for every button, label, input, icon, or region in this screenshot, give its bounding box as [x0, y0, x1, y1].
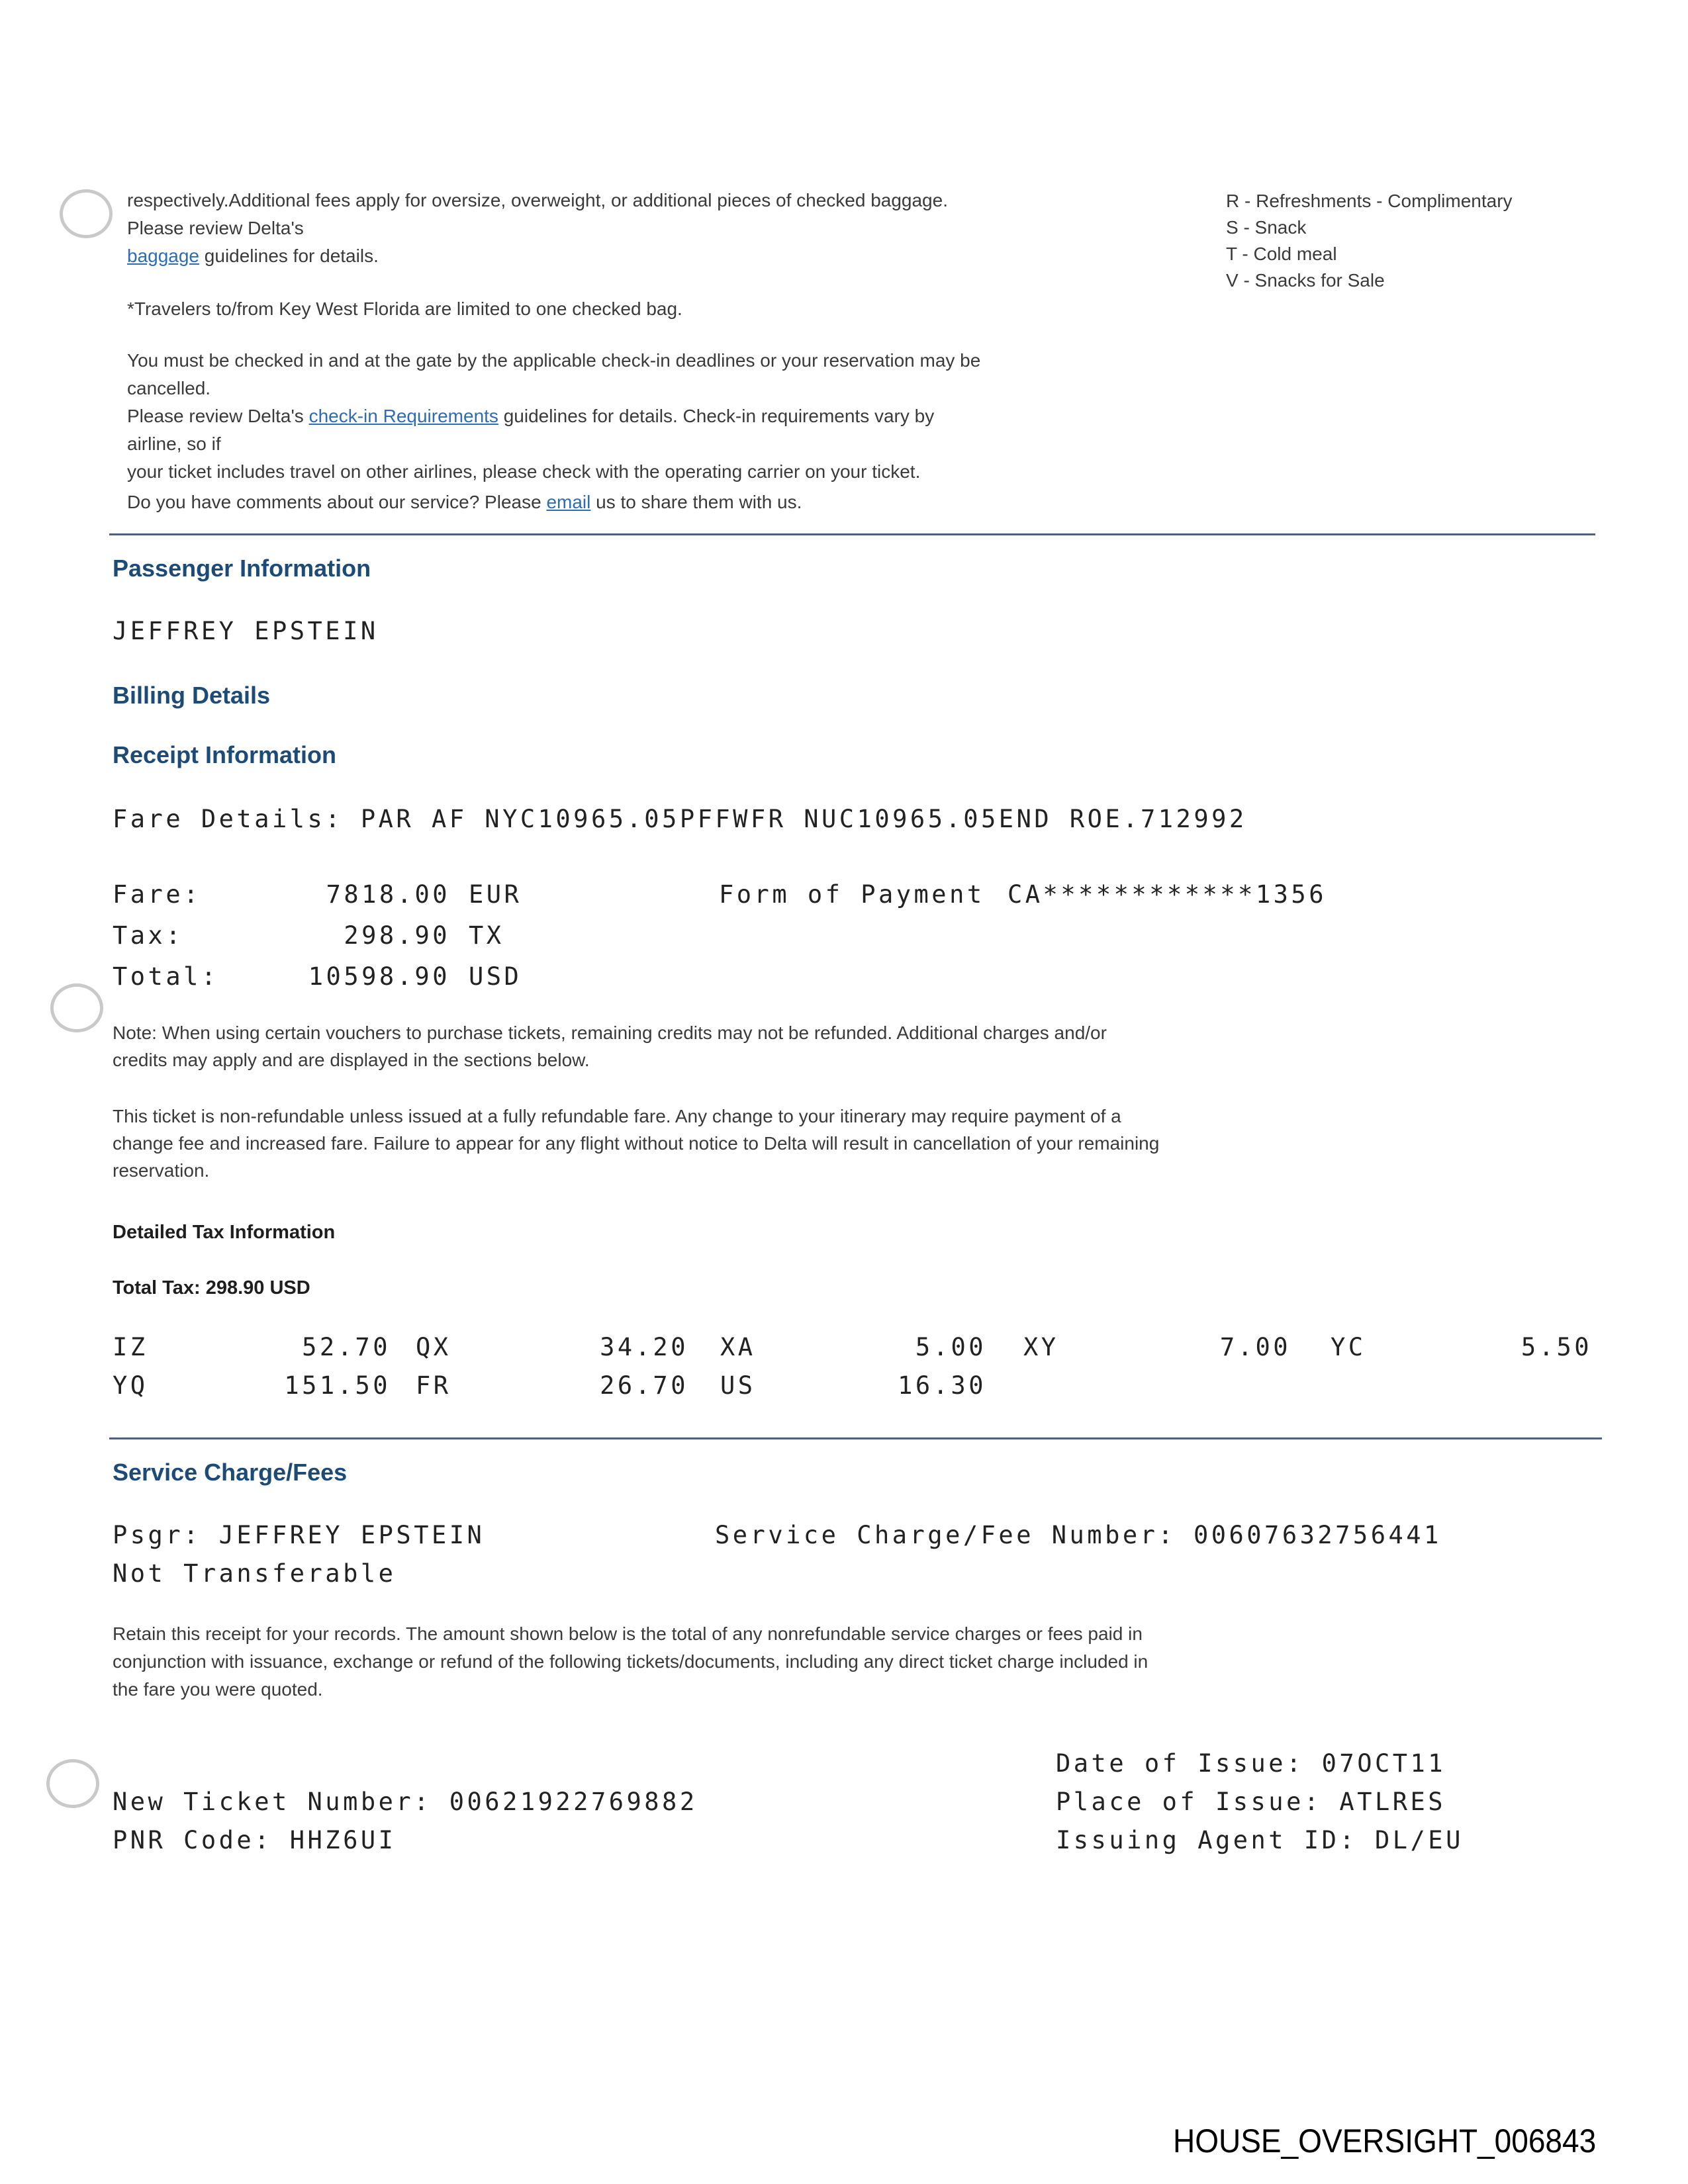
tax-amount: 7.00	[1219, 1333, 1291, 1361]
total-value: 10598.90	[308, 962, 450, 991]
place-of-issue: Place of Issue: ATLRES	[1056, 1788, 1446, 1816]
comments-post: us to share them with us.	[590, 492, 802, 512]
total-label: Total:	[113, 962, 219, 991]
new-ticket-number: New Ticket Number: 00621922769882	[113, 1788, 698, 1816]
service-charge-heading: Service Charge/Fees	[113, 1459, 348, 1486]
retain-line2: conjunction with issuance, exchange or refund of the following tickets/documents, including any direct ticket charge included in	[113, 1651, 1149, 1672]
baggage-link-rest: guidelines for details.	[199, 246, 379, 266]
tax-value: 298.90	[344, 921, 450, 950]
total-row	[113, 962, 1569, 994]
service-charge-fee-number: Service Charge/Fee Number: 00607632756441	[715, 1521, 1442, 1549]
checkin-line5: your ticket includes travel on other airlines, please check with the operating carrier on your ticket.	[127, 461, 921, 482]
checkin-paragraph	[127, 347, 1252, 486]
nonrefundable-paragraph	[113, 1103, 1635, 1184]
tax-detail-row-1	[113, 1333, 1609, 1365]
voucher-note	[113, 1019, 1628, 1073]
tax-detail-row-2	[113, 1371, 1609, 1403]
fare-value: 7818.00	[326, 880, 450, 909]
hole-punch-mark-bottom	[46, 1759, 99, 1808]
tax-code: US	[720, 1371, 756, 1400]
pnr-code: PNR Code: HHZ6UI	[113, 1826, 397, 1854]
fare-row	[113, 880, 1569, 912]
checkin-line2: cancelled.	[127, 378, 211, 398]
tax-label: Tax:	[113, 921, 184, 950]
not-transferable: Not Transferable	[113, 1559, 397, 1588]
psgr-name: Psgr: JEFFREY EPSTEIN	[113, 1521, 485, 1549]
fare-currency: EUR	[469, 880, 522, 909]
tax-currency: TX	[469, 921, 504, 950]
checkin-line3-post: guidelines for details. Check-in requirements vary by	[498, 406, 935, 426]
baggage-notice-line3	[127, 242, 1226, 270]
total-currency: USD	[469, 962, 522, 991]
retain-line1: Retain this receipt for your records. The amount shown below is the total of any nonrefundable service charges or fees paid in	[113, 1623, 1143, 1644]
meal-code-legend	[1226, 188, 1513, 294]
voucher-note-line1: Note: When using certain vouchers to purchase tickets, remaining credits may not be refunded. Additional charges and/or	[113, 1023, 1107, 1043]
checkin-line4: airline, so if	[127, 433, 221, 454]
checkin-requirements-link[interactable]: check-in Requirements	[308, 406, 498, 426]
voucher-note-line2: credits may apply and are displayed in the sections below.	[113, 1050, 590, 1070]
hole-punch-mark-top	[60, 189, 113, 238]
tax-amount: 151.50	[284, 1371, 391, 1400]
section-divider-top	[109, 533, 1595, 535]
issuing-agent-id: Issuing Agent ID: DL/EU	[1056, 1826, 1464, 1854]
tax-amount: 52.70	[302, 1333, 391, 1361]
comments-line	[127, 488, 802, 516]
form-of-payment-value: CA************1356	[1008, 880, 1327, 909]
psgr-row	[113, 1521, 1635, 1549]
tax-code: XY	[1023, 1333, 1059, 1361]
billing-details-heading: Billing Details	[113, 682, 271, 709]
comments-pre: Do you have comments about our service? Please	[127, 492, 547, 512]
checkin-line1: You must be checked in and at the gate by the applicable check-in deadlines or your reservation may be	[127, 350, 981, 371]
tax-code: FR	[416, 1371, 451, 1400]
passenger-information-heading: Passenger Information	[113, 555, 371, 582]
tax-code: YQ	[113, 1371, 148, 1400]
retain-line3: the fare you were quoted.	[113, 1679, 323, 1700]
fare-details-line: Fare Details: PAR AF NYC10965.05PFFWFR NUC10965.05END ROE.712992	[113, 805, 1247, 833]
checkin-line3	[127, 402, 1252, 430]
tax-amount: 26.70	[600, 1371, 688, 1400]
nonrefundable-line2: change fee and increased fare. Failure to appear for any flight without notice to Delta will result in cancellation of your remaining	[113, 1133, 1160, 1154]
ticket-info-left-column	[113, 1783, 698, 1860]
baggage-notice-line2: Please review Delta's	[127, 218, 304, 238]
issue-info-right-column	[1056, 1745, 1464, 1860]
tax-amount: 16.30	[898, 1371, 986, 1400]
tax-amount: 34.20	[600, 1333, 688, 1361]
nonrefundable-line1: This ticket is non-refundable unless issued at a fully refundable fare. Any change to your itinerary may require payment of a	[113, 1106, 1121, 1126]
checkin-line3-pre: Please review Delta's	[127, 406, 309, 426]
tax-code: IZ	[113, 1333, 148, 1361]
tax-code: XA	[720, 1333, 756, 1361]
baggage-notice	[127, 187, 1226, 270]
tax-code: YC	[1331, 1333, 1366, 1361]
tax-row	[113, 921, 1569, 953]
meal-code-snack: S - Snack	[1226, 217, 1307, 238]
section-divider-service	[109, 1437, 1602, 1439]
baggage-link[interactable]: baggage	[127, 246, 200, 266]
bates-stamp: HOUSE_OVERSIGHT_006843	[1173, 2122, 1597, 2160]
total-tax-line: Total Tax: 298.90 USD	[113, 1277, 310, 1298]
detailed-tax-heading: Detailed Tax Information	[113, 1222, 336, 1243]
date-of-issue: Date of Issue: 07OCT11	[1056, 1749, 1446, 1778]
nonrefundable-line3: reservation.	[113, 1160, 210, 1181]
key-west-note: *Travelers to/from Key West Florida are limited to one checked bag.	[127, 298, 682, 319]
tax-code: QX	[416, 1333, 451, 1361]
hole-punch-mark-middle	[50, 983, 103, 1032]
email-link[interactable]: email	[546, 492, 591, 512]
retain-paragraph	[113, 1620, 1635, 1704]
meal-code-refreshments: R - Refreshments - Complimentary	[1226, 191, 1513, 211]
baggage-notice-line1: respectively.Additional fees apply for oversize, overweight, or additional pieces of checked baggage.	[127, 190, 948, 210]
meal-code-cold-meal: T - Cold meal	[1226, 244, 1337, 264]
meal-code-snacks-for-sale: V - Snacks for Sale	[1226, 270, 1385, 291]
tax-amount: 5.50	[1521, 1333, 1592, 1361]
form-of-payment-label: Form of Payment	[719, 880, 985, 909]
passenger-name: JEFFREY EPSTEIN	[113, 617, 379, 645]
receipt-information-heading: Receipt Information	[113, 741, 337, 768]
tax-amount: 5.00	[915, 1333, 986, 1361]
fare-label: Fare:	[113, 880, 201, 909]
